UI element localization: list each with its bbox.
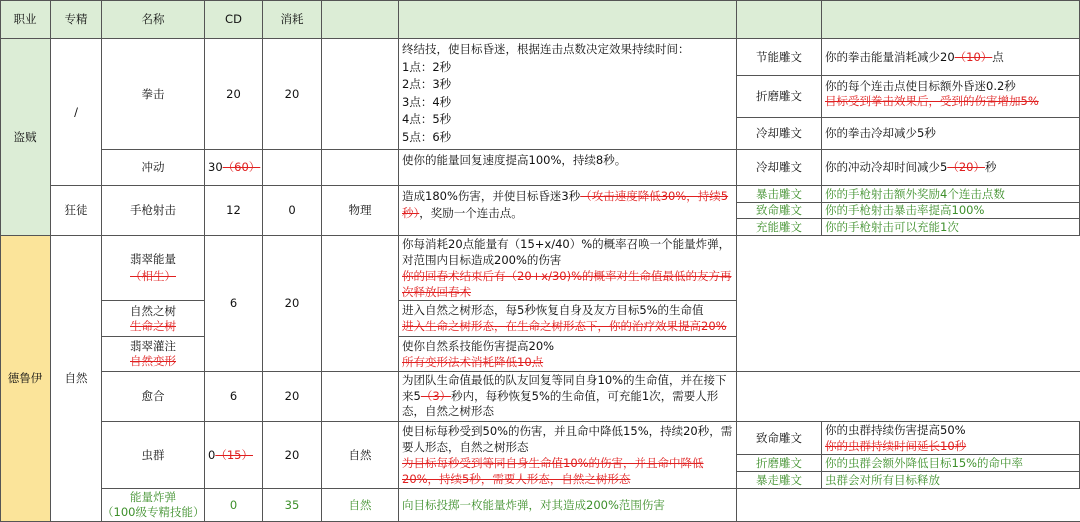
rune-empty — [737, 372, 1080, 422]
header-cd: CD — [205, 0, 263, 39]
skill-desc-swarm: 使目标每秒受到50%的伤害，并且命中降低15%，持续20秒，需要人形态，自然之树形态 为目标每秒受到等同自身生命值10%的伤害，并且命中降低20%，持续5秒，需要人形态，自然之树形态 — [399, 422, 737, 489]
skill-name-swarm: 虫群 — [102, 422, 205, 489]
skill-cd-swarm: 0 （15） — [205, 422, 263, 489]
header-rune — [737, 0, 822, 39]
desc-line: 终结技，使目标昏迷，根据连击点数决定效果持续时间： — [402, 42, 690, 56]
skill-desc-tree: 进入自然之树形态，每5秒恢复自身及友方目标5%的生命值 进入生命之树形态，在生命之树形态下，你的治疗效果提高20% — [399, 301, 737, 337]
header-spec: 专精 — [51, 0, 102, 39]
skill-school-punch — [322, 39, 399, 150]
desc-line: 4点：5秒 — [402, 112, 452, 126]
rune-desc: 你的虫群会额外降低目标15%的命中率 — [822, 455, 1080, 472]
rune-desc: 你的冲动冷却时间减少5 （20） 秒 — [822, 150, 1080, 186]
rune-name: 冷却雕文 — [737, 118, 822, 150]
skill-school-dash — [322, 150, 399, 186]
skill-desc-punch — [399, 39, 737, 150]
skill-school-bomb: 自然 — [322, 489, 399, 522]
skill-cost-swarm: 20 — [263, 422, 322, 489]
skill-name-emerald: 翡翠能量 （相生） — [102, 236, 205, 301]
skill-cd-dash: 30 （60） — [205, 150, 263, 186]
desc-line: 5点：6秒 — [402, 129, 452, 144]
skill-desc-emerald: 你每消耗20点能量有（15+x/40）%的概率召唤一个能量炸弹，对范围内目标造成200%的伤害 你的回春术结束后有（20+x/30)%的概率对生命值最低的友方再次释放回春术 — [399, 236, 737, 301]
skill-name-punch: 拳击 — [102, 39, 205, 150]
skill-cost-bomb: 35 — [263, 489, 322, 522]
header-name: 名称 — [102, 0, 205, 39]
rune-desc: 你的手枪射击暴击率提高100% — [822, 203, 1080, 219]
header-desc — [399, 0, 737, 39]
skill-name-heal: 愈合 — [102, 372, 205, 422]
spec-druid-nature: 自然 — [51, 236, 102, 522]
skill-name-pistol: 手枪射击 — [102, 186, 205, 236]
skill-desc-dash: 使你的能量回复速度提高100%，持续8秒。 — [399, 150, 737, 186]
skill-name-dash: 冲动 — [102, 150, 205, 186]
rune-name: 冷却雕文 — [737, 150, 822, 186]
desc-line: 3点：4秒 — [402, 94, 452, 109]
skill-name-bomb: 能量炸弹 （100级专精技能） — [102, 489, 205, 522]
skill-cd-group: 6 — [205, 236, 263, 372]
rune-name: 暴走雕文 — [737, 472, 822, 489]
skill-school-pistol: 物理 — [322, 186, 399, 236]
rune-name: 充能雕文 — [737, 219, 822, 236]
rune-name: 折磨雕文 — [737, 455, 822, 472]
rune-name: 折磨雕文 — [737, 76, 822, 118]
skill-desc-pistol: 造成180%伤害，并使目标昏迷3秒（攻击速度降低30%，持续5秒），奖励一个连击点。 — [399, 186, 737, 236]
header-cost: 消耗 — [263, 0, 322, 39]
spec-rogue-all: / — [51, 39, 102, 186]
skill-school-heal — [322, 372, 399, 422]
rune-name: 致命雕文 — [737, 422, 822, 455]
skill-school-group — [322, 236, 399, 372]
skill-desc-bomb: 向目标投掷一枚能量炸弹，对其造成200%范围伤害 — [399, 489, 737, 522]
rune-desc: 你的拳击冷却减少5秒 — [822, 118, 1080, 150]
skill-cd-pistol: 12 — [205, 186, 263, 236]
desc-line: 1点：2秒 — [402, 59, 452, 74]
skill-cd-punch: 20 — [205, 39, 263, 150]
desc-line: 2点：3秒 — [402, 77, 452, 91]
class-druid: 德鲁伊 — [0, 236, 51, 522]
rune-name: 节能雕文 — [737, 39, 822, 76]
rune-desc: 你的拳击能量消耗减少20 （10） 点 — [822, 39, 1080, 76]
skill-desc-heal: 为团队生命值最低的队友回复等同自身10%的生命值，并在接下来5（3）秒内，每秒恢复5%的生命值，可充能1次，需要人形态，自然之树形态 — [399, 372, 737, 422]
header-class: 职业 — [0, 0, 51, 39]
rune-desc: 虫群会对所有目标释放 — [822, 472, 1080, 489]
rune-desc: 你的手枪射击额外奖励4个连击点数 — [822, 186, 1080, 203]
skill-cd-bomb: 0 — [205, 489, 263, 522]
skill-name-infuse: 翡翠灌注 自然变形 — [102, 337, 205, 372]
skill-cost-dash — [263, 150, 322, 186]
skill-cd-heal: 6 — [205, 372, 263, 422]
rune-empty — [737, 236, 1080, 372]
rune-desc: 你的手枪射击可以充能1次 — [822, 219, 1080, 236]
rune-empty — [737, 489, 1080, 522]
spec-outlaw: 狂徒 — [51, 186, 102, 236]
class-rogue: 盗贼 — [0, 39, 51, 236]
skill-cost-pistol: 0 — [263, 186, 322, 236]
header-school — [322, 0, 399, 39]
skill-school-swarm: 自然 — [322, 422, 399, 489]
rune-name: 致命雕文 — [737, 203, 822, 219]
skill-name-tree: 自然之树 生命之树 — [102, 301, 205, 337]
skill-cost-heal: 20 — [263, 372, 322, 422]
rune-name: 暴击雕文 — [737, 186, 822, 203]
rune-desc: 你的虫群持续伤害提高50% 你的虫群持续时间延长10秒 — [822, 422, 1080, 455]
header-rune-desc — [822, 0, 1080, 39]
skill-cost-group: 20 — [263, 236, 322, 372]
rune-desc: 你的每个连击点使目标额外昏迷0.2秒 目标受到拳击效果后，受到的伤害增加5% — [822, 76, 1080, 118]
skill-desc-infuse: 使你自然系技能伤害提高20% 所有变形法术消耗降低10点 — [399, 337, 737, 372]
skill-cost-punch: 20 — [263, 39, 322, 150]
